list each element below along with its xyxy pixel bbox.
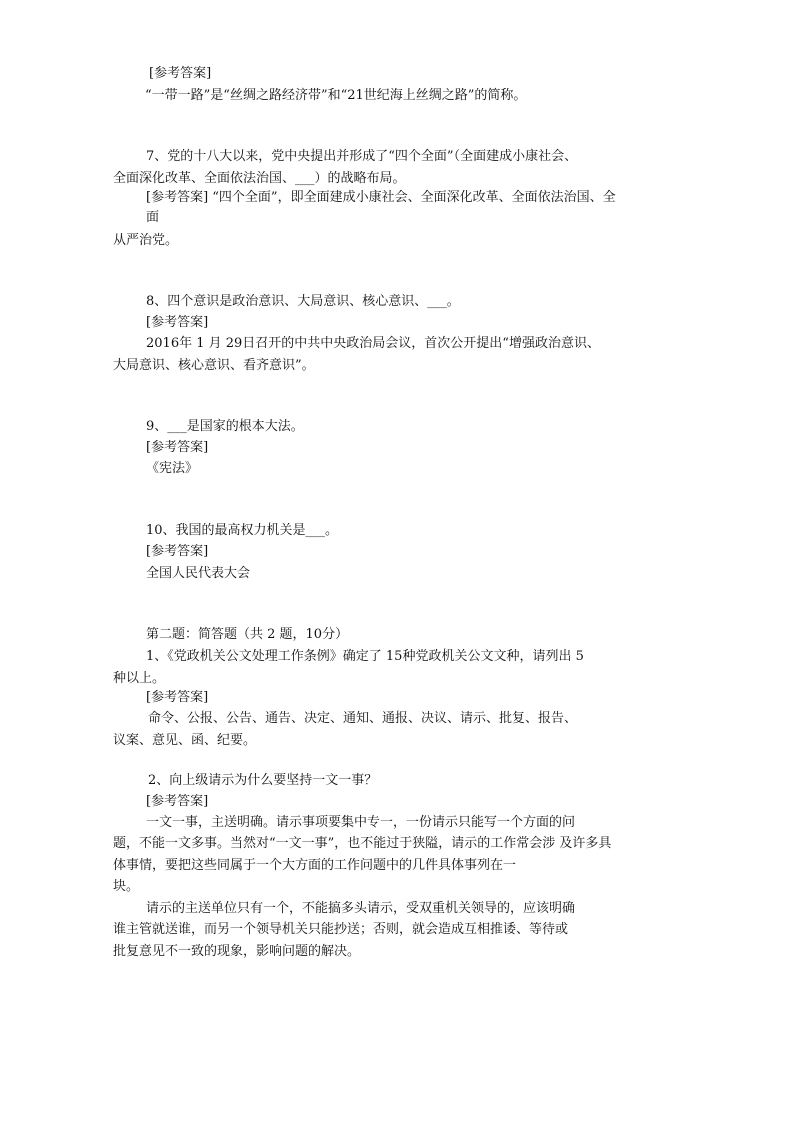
s2-q1-question-line1: 1、《党政机关公文处理工作条例》确定了 15种党政机关公文文种，请列出 5 [146, 649, 584, 664]
q7-question-line2: 全面深化改革、全面依法治国、___）的战略布局。 [113, 171, 406, 186]
s2-q2-p1-line4: 块。 [113, 879, 140, 894]
q10-question: 10、我国的最高权力机关是___。 [146, 523, 339, 538]
q10-answer-label: [参考答案] [146, 544, 209, 559]
q7-question-line1: 7、党的十八大以来，党中央提出并形成了“四个全面”（全面建成小康社会、 [146, 149, 578, 164]
s2-q1-answer-label: [参考答案] [146, 690, 209, 705]
s2-q1-answer-line1: 命令、公报、公告、通告、决定、通知、通报、决议、请示、批复、报告、 [148, 711, 578, 726]
q10-answer: 全国人民代表大会 [146, 566, 251, 581]
s2-q2-p2-line3: 批复意见不一致的现象，影响问题的解决。 [113, 944, 361, 959]
q7-answer-line1: [参考答案] “四个全面”，即全面建成小康社会、全面深化改革、全面依法治国、全 [146, 190, 616, 205]
s2-q2-p2-line1: 请示的主送单位只有一个，不能搞多头请示，受双重机关领导的，应该明确 [146, 901, 576, 916]
q8-question: 8、四个意识是政治意识、大局意识、核心意识、___。 [146, 294, 460, 309]
s2-q2-answer-label: [参考答案] [146, 794, 209, 809]
s2-q2-p1-line2: 题，不能一文多事。当然对“一文一事”，也不能过于狭隘，请示的工作常会涉 及许多具 [113, 836, 612, 851]
q6-answer: “一带一路”是“丝绸之路经济带”和“21世纪海上丝绸之路”的简称。 [145, 88, 527, 103]
q9-answer: 《宪法》 [146, 461, 199, 476]
s2-q2-p1-line3: 体事情，要把这些同属于一个大方面的工作问题中的几件具体事列在一 [113, 858, 517, 873]
section2-heading: 第二题：简答题（共 2 题，10分） [146, 627, 349, 642]
q8-answer-label: [参考答案] [146, 315, 209, 330]
s2-q2-p1-line1: 一文一事，主送明确。请示事项要集中专一，一份请示只能写一个方面的问 [146, 815, 576, 830]
q9-answer-label: [参考答案] [146, 440, 209, 455]
s2-q1-answer-line2: 议案、意见、函、纪要。 [113, 733, 257, 748]
q7-answer-line3: 从严治党。 [113, 233, 179, 248]
s2-q2-question: 2、向上级请示为什么要坚持一文一事？ [148, 773, 378, 788]
s2-q2-p2-line2: 谁主管就送谁，而另一个领导机关只能抄送；否则，就会造成互相推诿、等待或 [113, 922, 569, 937]
q8-answer-line1: 2016年 1 月 29日召开的中共中央政治局会议，首次公开提出“增强政治意识、 [146, 336, 600, 351]
s2-q1-question-line2: 种以上。 [113, 671, 166, 686]
q9-question: 9、___是国家的根本大法。 [146, 419, 304, 434]
q7-answer-line2: 面 [146, 210, 160, 225]
q8-answer-line2: 大局意识、核心意识、看齐意识”。 [113, 358, 315, 373]
q6-answer-label: [参考答案] [149, 66, 212, 81]
